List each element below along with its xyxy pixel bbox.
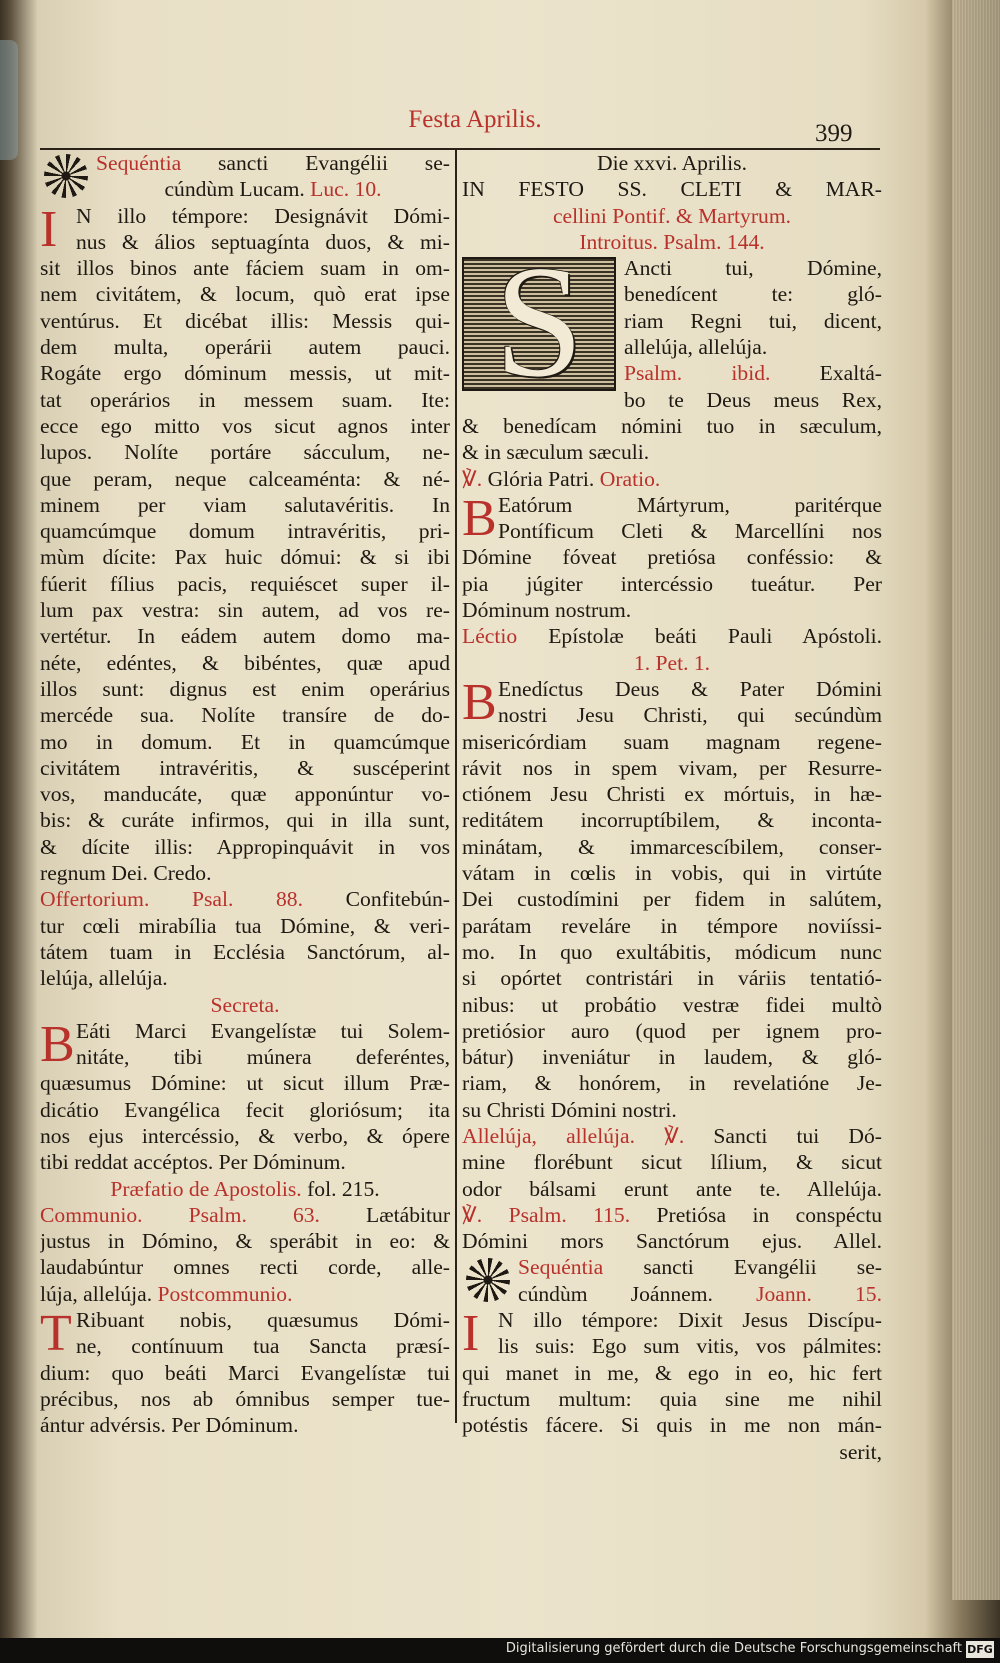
text-line: pretiósior auro (quod per ignem pro- [462, 1018, 882, 1043]
text-line: benedícent te: gló- [624, 282, 882, 307]
woodcut-initial-image [462, 257, 616, 391]
text-line: serit, [839, 1439, 882, 1464]
text-line: cúndùm Joánnem. Joann. 15. [518, 1281, 882, 1306]
text-line: tur cœli mirabília tua Dómine, & veri- [40, 913, 450, 938]
text-line: bo te Deus meus Rex, [624, 387, 882, 412]
text-line: quamcúmque domum intravéritis, pri- [40, 519, 450, 544]
text-line: parátam reveláre in témpore noviíssi- [462, 913, 882, 938]
text-line: dem multa, operárii autem pauci. [40, 335, 450, 360]
text-line: reditátem incorruptíbilem, & inconta- [462, 808, 882, 833]
text-line: dicátio Evangélica fecit gloriósum; ita [40, 1097, 450, 1122]
text-line: cellini Pontif. & Martyrum. [552, 203, 792, 228]
text-line: vertétur. In eádem autem domo ma- [40, 624, 450, 649]
text-line: odor bálsami erunt ante te. Allelúja. [462, 1176, 882, 1201]
text-line: tátem tuam in Ecclésia Sanctórum, al- [40, 939, 450, 964]
text-line: quæsumus Dómine: ut sicut illum Præ- [40, 1071, 450, 1096]
text-line: que peram, neque calceaménta: & né- [40, 466, 450, 491]
footer-credit: Digitalisierung gefördert durch die Deutsche Forschungsgemeinschaft [505, 1641, 962, 1656]
column-divider [455, 148, 457, 1423]
text-line: Ancti tui, Dómine, [624, 256, 882, 281]
text-line: fructum multum: quia sine me nihil [462, 1386, 882, 1411]
text-line: tibi reddat accéptos. Per Dóminum. [40, 1150, 346, 1175]
right-column [462, 150, 882, 1465]
text-line: Allelúja, allelúja. ℣. Sancti tui Dó- [462, 1123, 882, 1148]
text-line: vátam in cœlis in vobis, qui in virtúte [462, 861, 882, 886]
text-line: allelúja, allelúja. [624, 335, 768, 360]
text-line: & in sæculum sæculi. [462, 440, 650, 465]
text-line: Rogáte ergo dóminum messis, ut mit- [40, 361, 450, 386]
text-line: Præfatio de Apostolis. fol. 215. [110, 1176, 380, 1201]
text-line: Secreta. [210, 992, 280, 1017]
text-line: ecce ego mitto vos sicut agnos inter [40, 413, 450, 438]
text-line: laudabúntur omnes recti corde, alle- [40, 1255, 450, 1280]
text-line: Pontíficum Cleti & Marcellíni nos [498, 519, 882, 544]
text-line: rávit nos in spem vivam, per Resurre- [462, 755, 882, 780]
text-line: & dícite illis: Appropinquávit in vos [40, 834, 450, 859]
text-line: Eáti Marci Evangelístæ tui Solem- [76, 1018, 450, 1043]
text-line: Enedíctus Deus & Pater Dómini [498, 676, 882, 701]
text-line: nitáte, tibi múnera deferéntes, [76, 1045, 450, 1070]
text-line: civitátem intravéritis, & suscéperint [40, 755, 450, 780]
text-line: qui manet in me, & ego in eo, hic fert [462, 1360, 882, 1385]
text-line: nus & álios septuagínta duos, & mi- [76, 229, 450, 254]
text-line: & benedícam nómini tuo in sæculum, [462, 413, 882, 438]
text-line: ℣. Psalm. 115. Pretiósa in conspéctu [462, 1202, 882, 1227]
drop-cap-initial: B [462, 673, 497, 731]
text-line: regnum Dei. Credo. [40, 861, 212, 886]
page-number: 399 [815, 120, 853, 147]
drop-cap-initial: I [462, 1305, 480, 1363]
text-line: ventúrus. Et dicébat illis: Messis qui- [40, 308, 450, 333]
text-line: Introitus. Psalm. 144. [579, 229, 765, 254]
text-line: N illo témpore: Designávit Dómi- [76, 203, 450, 228]
text-line: Die xxvi. Aprilis. [597, 151, 747, 175]
text-line: minátam, & immarcescíbilem, conser- [462, 834, 882, 859]
text-line: bátur) inveniátur in laudem, & gló- [462, 1045, 882, 1070]
text-line: précibus, nos ab ómnibus semper tue- [40, 1386, 450, 1411]
text-line: lis suis: Ego sum vitis, vos pálmites: [498, 1334, 882, 1359]
text-line: mo. In quo exultábitis, módicum nunc [462, 939, 882, 964]
text-line: Dómini mors Sanctórum ejus. Allel. [462, 1229, 882, 1254]
text-line: Sequéntia sancti Evangélii se- [518, 1255, 882, 1280]
text-line: mùm dícite: Pax huic dómui: & si ibi [40, 545, 450, 570]
text-line: ne, contínuum tua Sancta præsí- [76, 1334, 450, 1359]
text-line: nibus: ut probátio vestræ fidei multò [462, 992, 882, 1017]
text-line: ántur advérsis. Per Dóminum. [40, 1413, 299, 1438]
text-line: Offertorium. Psal. 88. Confitebún- [40, 887, 450, 912]
text-line: ctiónem Jesu Christi ex mórtuis, in hæ- [462, 782, 882, 807]
text-line: Dómine fóveat pretiósa conféssio: & [462, 545, 882, 570]
drop-cap-initial: B [462, 489, 497, 547]
text-line: 1. Pet. 1. [633, 650, 711, 675]
text-line: justus in Dómino, & sperábit in eo: & [40, 1229, 450, 1254]
text-line: Eatórum Mártyrum, paritérque [498, 492, 882, 517]
running-title: Festa Aprilis. [408, 106, 542, 133]
text-line: N illo témpore: Dixit Jesus Discípu- [498, 1308, 882, 1333]
text-line: cúndùm Lucam. Luc. 10. [164, 177, 382, 202]
book-fore-edge [952, 0, 1000, 1600]
text-line: Dóminum nostrum. [462, 598, 632, 623]
text-line: nos ejus intercéssio, & verbo, & ópere [40, 1123, 450, 1148]
text-line: mo in domum. Et in quamcúmque [40, 729, 450, 754]
text-line: Psalm. ibid. Exaltá- [624, 361, 882, 386]
text-line: Sequéntia sancti Evangélii se- [96, 151, 450, 175]
text-line: ℣. Glória Patri. Oratio. [462, 466, 661, 491]
page-edge-decoration [0, 40, 18, 160]
fleuron-ornament-icon [466, 1258, 510, 1302]
text-line: mine florébunt sicut lílium, & sicut [462, 1150, 882, 1175]
text-line: Ribuant nobis, quæsumus Dómi- [76, 1308, 450, 1333]
drop-cap-initial: I [40, 200, 58, 258]
text-line: lum pax vestra: sin autem, ad vos re- [40, 598, 450, 623]
text-line: Dei custodímini per fidem in salútem, [462, 887, 882, 912]
text-line: pia júgiter intercéssio tueátur. Per [462, 571, 882, 596]
text-line: dium: quo beáti Marci Evangelístæ tui [40, 1360, 450, 1385]
text-line: minem per viam salutavéritis. In [40, 492, 450, 517]
drop-cap-initial: B [40, 1015, 75, 1073]
text-line: Communio. Psalm. 63. Lætábitur [40, 1202, 450, 1227]
text-line: vos, manducáte, quæ apponúntur vo- [40, 782, 450, 807]
text-line: illos sunt: dignus est enim operárius [40, 676, 450, 701]
text-line: fúerit fílius pacis, requiéscet super il- [40, 571, 450, 596]
text-line: riam Regni tui, dicent, [624, 308, 882, 333]
left-column [40, 150, 450, 1439]
text-line: misericórdiam suam magnam regene- [462, 729, 882, 754]
text-line: néte, edéntes, & bibéntes, quæ apud [40, 650, 450, 675]
text-line: sit illos binos ante fáciem suam in om- [40, 256, 450, 281]
dfg-logo: DFG [967, 1643, 993, 1656]
text-line: nostri Jesu Christi, qui secúndùm [498, 703, 882, 728]
text-line: riam, & honórem, in revelatióne Je- [462, 1071, 882, 1096]
text-line: si opórtet contristári in váriis tentatió- [462, 966, 882, 991]
woodcut-letter: S [494, 257, 584, 392]
drop-cap-initial: T [40, 1305, 72, 1363]
text-line: nem civitátem, & locum, quò erat ipse [40, 282, 450, 307]
text-line: IN FESTO SS. CLETI & MAR- [462, 177, 882, 202]
text-line: bis: & curáte infirmos, qui in illa sunt, [40, 808, 450, 833]
text-line: potéstis fácere. Si quis in me non mán- [462, 1413, 882, 1438]
text-line: tat operários in messem suam. Ite: [40, 387, 450, 412]
text-line: lupos. Nolíte portáre sácculum, ne- [40, 440, 450, 465]
text-line: Léctio Epístolæ beáti Pauli Apóstoli. [462, 624, 882, 649]
text-line: lelúja, allelúja. [40, 966, 168, 991]
text-line: su Christi Dómini nostri. [462, 1097, 677, 1122]
text-line: mercéde sua. Nolíte transíre de do- [40, 703, 450, 728]
fleuron-ornament-icon [44, 154, 88, 198]
text-line: lúja, allelúja. Postcommunio. [40, 1281, 293, 1306]
